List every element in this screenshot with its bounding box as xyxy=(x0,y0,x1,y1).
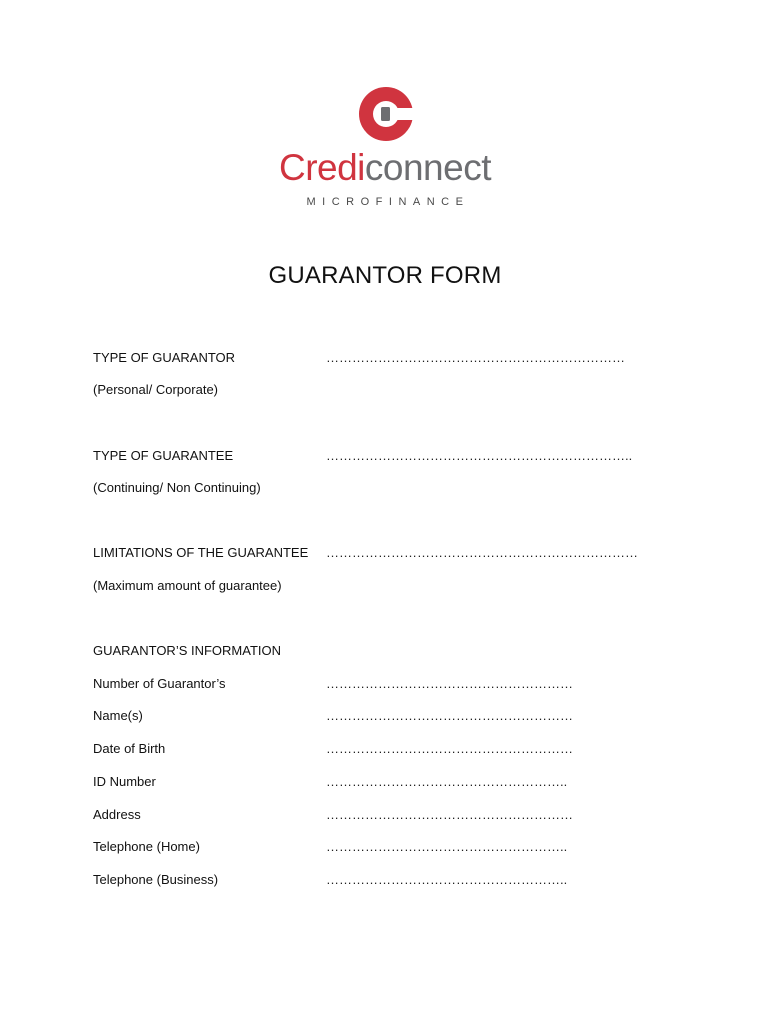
field-id-number xyxy=(93,772,693,792)
field-telephone-home xyxy=(93,837,693,857)
field-address xyxy=(93,805,693,825)
field-date-of-birth xyxy=(93,739,693,759)
field-label: Date of Birth xyxy=(93,741,166,756)
field-number-of-guarantors xyxy=(93,674,693,694)
field-fill-line[interactable]: ……………………………………………….. xyxy=(326,872,568,887)
field-fill-line[interactable]: ………………………………………………… xyxy=(326,741,573,756)
field-limitations xyxy=(93,543,693,563)
field-fill-line[interactable]: …………………………………………………………… xyxy=(326,350,625,365)
form-title: GUARANTOR FORM xyxy=(268,262,502,289)
brand-wordmark xyxy=(0,146,770,190)
field-label: TYPE OF GUARANTOR xyxy=(93,350,236,365)
field-type-of-guarantor xyxy=(93,348,693,368)
section-heading: GUARANTOR’S INFORMATION xyxy=(93,643,282,658)
field-label: Telephone (Home) xyxy=(93,839,200,854)
field-hint-maximum-amount xyxy=(93,576,693,596)
brand-tagline: MICROFINANCE xyxy=(306,196,470,208)
field-type-of-guarantee xyxy=(93,446,693,466)
field-label: TYPE OF GUARANTEE xyxy=(93,448,234,463)
field-fill-line[interactable]: ………………………………………………… xyxy=(326,676,573,691)
field-hint: (Continuing/ Non Continuing) xyxy=(93,480,261,495)
field-label: Address xyxy=(93,807,141,822)
field-label: Telephone (Business) xyxy=(93,872,219,887)
field-fill-line[interactable]: ………………………………………………… xyxy=(326,708,573,723)
field-telephone-business xyxy=(93,870,693,890)
field-fill-line[interactable]: ……………………………………………………………… xyxy=(326,545,638,560)
brand-wordmark-grey: connect xyxy=(364,147,491,188)
field-label: LIMITATIONS OF THE GUARANTEE xyxy=(93,545,309,560)
brand-wordmark-red: Credi xyxy=(278,147,365,188)
field-hint: (Personal/ Corporate) xyxy=(93,382,218,397)
field-fill-line[interactable]: ……………………………………………….. xyxy=(326,774,568,789)
field-fill-line[interactable]: ……………………………………………….. xyxy=(326,839,568,854)
section-heading-guarantor-information xyxy=(93,641,693,661)
field-hint-guarantor-type xyxy=(93,380,693,400)
field-hint-guarantee-type xyxy=(93,478,693,498)
crediconnect-logo-mark-icon xyxy=(356,84,416,144)
field-names xyxy=(93,706,693,726)
field-fill-line[interactable]: ………………………………………………… xyxy=(326,807,573,822)
brand-logo xyxy=(0,84,770,214)
field-label: ID Number xyxy=(93,774,156,789)
field-label: Name(s) xyxy=(93,708,143,723)
field-hint: (Maximum amount of guarantee) xyxy=(93,578,282,593)
field-label: Number of Guarantor’s xyxy=(93,676,226,691)
field-fill-line[interactable]: …………………………………………………………….. xyxy=(326,448,633,463)
